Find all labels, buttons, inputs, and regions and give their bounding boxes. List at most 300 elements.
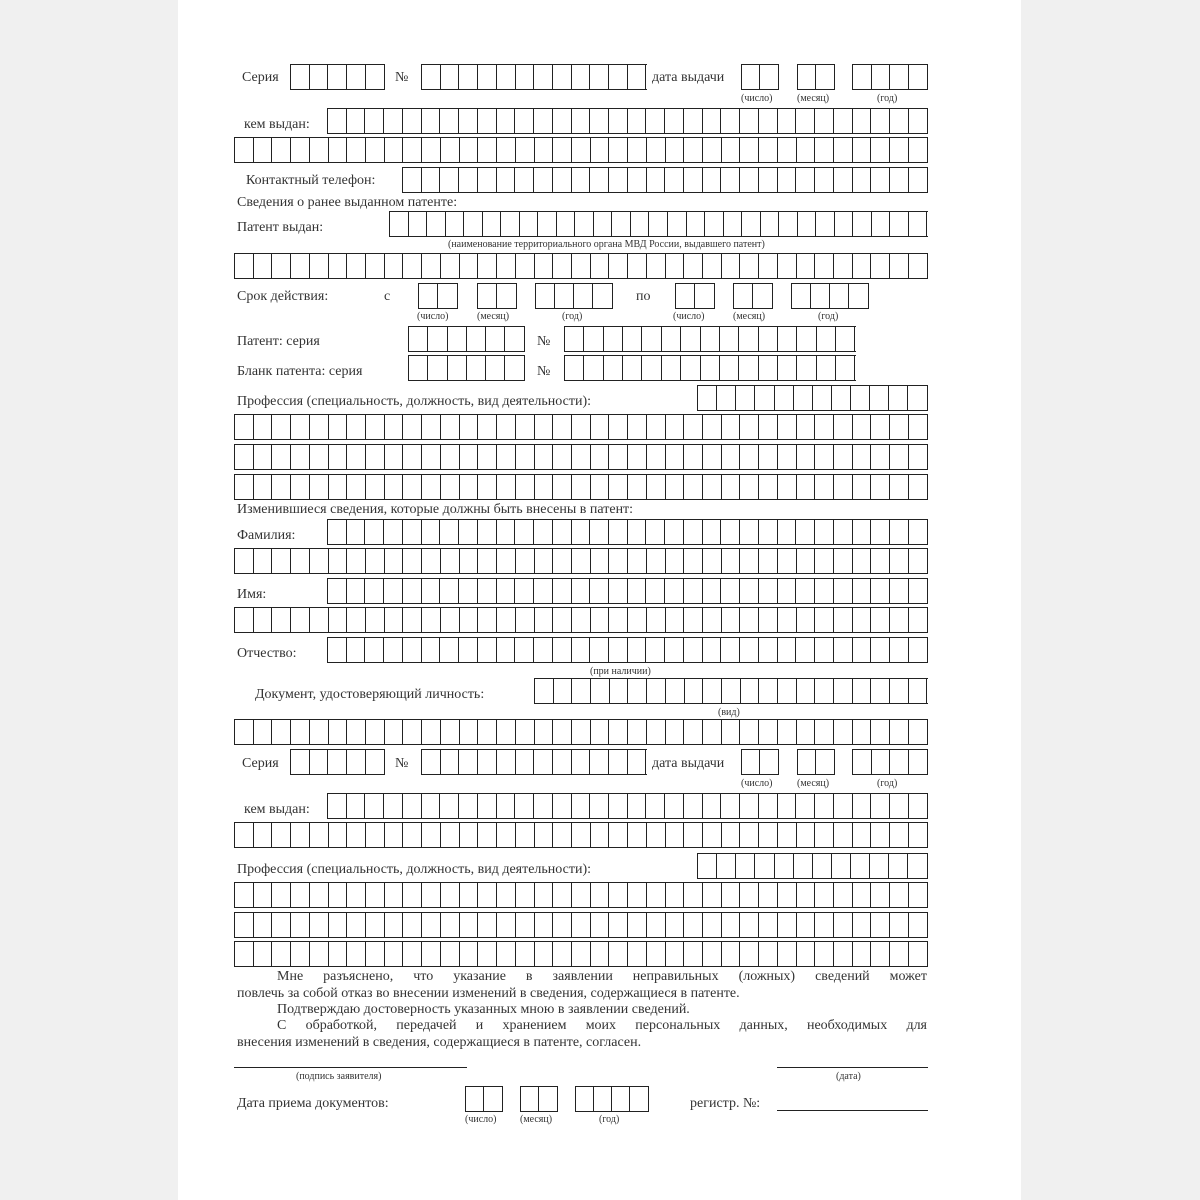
char-cell[interactable]	[853, 415, 872, 439]
char-cell[interactable]	[347, 883, 366, 907]
char-cell[interactable]	[520, 212, 539, 236]
char-cell[interactable]	[853, 638, 872, 662]
char-cell[interactable]	[612, 1087, 630, 1111]
char-cell[interactable]	[516, 913, 535, 937]
char-cell[interactable]	[534, 794, 553, 818]
char-cell[interactable]	[740, 883, 759, 907]
char-cell[interactable]	[235, 913, 254, 937]
char-cell[interactable]	[609, 883, 628, 907]
char-cell[interactable]	[811, 284, 830, 308]
char-cell[interactable]	[703, 254, 722, 278]
char-cell[interactable]	[684, 608, 703, 632]
char-cell[interactable]	[272, 138, 291, 162]
char-cell[interactable]	[235, 720, 254, 744]
char-cell[interactable]	[755, 854, 774, 878]
char-cell[interactable]	[366, 823, 385, 847]
char-cell[interactable]	[483, 212, 502, 236]
char-cell[interactable]	[815, 254, 834, 278]
char-cell[interactable]	[647, 138, 666, 162]
char-cell[interactable]	[497, 549, 516, 573]
char-cell[interactable]	[484, 1087, 502, 1111]
char-cell[interactable]	[254, 254, 273, 278]
char-cell[interactable]	[310, 445, 329, 469]
char-cell[interactable]	[684, 720, 703, 744]
char-cell[interactable]	[422, 942, 441, 966]
char-cell[interactable]	[628, 138, 647, 162]
char-cell[interactable]	[235, 254, 254, 278]
char-cell[interactable]	[441, 750, 460, 774]
char-cell[interactable]	[721, 638, 740, 662]
char-cell[interactable]	[497, 168, 516, 192]
char-cell[interactable]	[623, 356, 642, 380]
char-cell[interactable]	[909, 475, 928, 499]
char-cell[interactable]	[515, 579, 534, 603]
char-cell[interactable]	[553, 254, 572, 278]
char-cell[interactable]	[516, 549, 535, 573]
char-cell[interactable]	[440, 168, 459, 192]
char-cell[interactable]	[721, 794, 740, 818]
char-cell[interactable]	[254, 138, 273, 162]
char-cell[interactable]	[440, 638, 459, 662]
char-cell[interactable]	[908, 854, 927, 878]
char-cell[interactable]	[853, 942, 872, 966]
char-cell[interactable]	[366, 750, 385, 774]
char-cell[interactable]	[478, 445, 497, 469]
char-cell[interactable]	[871, 415, 890, 439]
char-cell[interactable]	[272, 883, 291, 907]
char-cell[interactable]	[685, 679, 704, 703]
validity-from-day-input[interactable]	[418, 283, 458, 309]
char-cell[interactable]	[740, 415, 759, 439]
char-cell[interactable]	[428, 356, 447, 380]
char-cell[interactable]	[740, 579, 759, 603]
char-cell[interactable]	[347, 109, 366, 133]
char-cell[interactable]	[572, 750, 591, 774]
char-cell[interactable]	[684, 445, 703, 469]
char-cell[interactable]	[853, 913, 872, 937]
char-cell[interactable]	[403, 823, 422, 847]
char-cell[interactable]	[291, 750, 310, 774]
char-cell[interactable]	[591, 445, 610, 469]
char-cell[interactable]	[871, 720, 890, 744]
char-cell[interactable]	[740, 638, 759, 662]
char-cell[interactable]	[403, 445, 422, 469]
char-cell[interactable]	[366, 65, 385, 89]
char-cell[interactable]	[797, 475, 816, 499]
char-cell[interactable]	[666, 913, 685, 937]
char-cell[interactable]	[628, 720, 647, 744]
char-cell[interactable]	[329, 942, 348, 966]
char-cell[interactable]	[385, 549, 404, 573]
char-cell[interactable]	[347, 549, 366, 573]
char-cell[interactable]	[722, 720, 741, 744]
char-cell[interactable]	[460, 823, 479, 847]
char-cell[interactable]	[291, 475, 310, 499]
char-cell[interactable]	[666, 720, 685, 744]
char-cell[interactable]	[778, 720, 797, 744]
signature-date-line[interactable]	[777, 1067, 928, 1068]
char-cell[interactable]	[778, 883, 797, 907]
char-cell[interactable]	[871, 883, 890, 907]
char-cell[interactable]	[460, 445, 479, 469]
char-cell[interactable]	[505, 356, 524, 380]
issue-year-input[interactable]	[852, 64, 928, 90]
char-cell[interactable]	[815, 109, 834, 133]
char-cell[interactable]	[778, 109, 797, 133]
char-cell[interactable]	[778, 356, 797, 380]
char-cell[interactable]	[310, 913, 329, 937]
char-cell[interactable]	[460, 254, 479, 278]
char-cell[interactable]	[703, 475, 722, 499]
char-cell[interactable]	[347, 750, 366, 774]
char-cell[interactable]	[291, 65, 310, 89]
char-cell[interactable]	[609, 823, 628, 847]
profession-input-line2[interactable]	[234, 414, 928, 440]
char-cell[interactable]	[778, 579, 797, 603]
char-cell[interactable]	[409, 212, 428, 236]
char-cell[interactable]	[740, 254, 759, 278]
char-cell[interactable]	[872, 212, 891, 236]
char-cell[interactable]	[497, 720, 516, 744]
char-cell[interactable]	[291, 913, 310, 937]
char-cell[interactable]	[403, 608, 422, 632]
char-cell[interactable]	[853, 794, 872, 818]
char-cell[interactable]	[478, 608, 497, 632]
char-cell[interactable]	[796, 168, 815, 192]
char-cell[interactable]	[553, 109, 572, 133]
char-cell[interactable]	[553, 415, 572, 439]
char-cell[interactable]	[759, 254, 778, 278]
char-cell[interactable]	[565, 327, 584, 351]
char-cell[interactable]	[347, 720, 366, 744]
char-cell[interactable]	[403, 168, 422, 192]
char-cell[interactable]	[684, 942, 703, 966]
char-cell[interactable]	[740, 445, 759, 469]
char-cell[interactable]	[572, 445, 591, 469]
char-cell[interactable]	[535, 475, 554, 499]
char-cell[interactable]	[870, 386, 889, 410]
char-cell[interactable]	[497, 638, 516, 662]
char-cell[interactable]	[890, 608, 909, 632]
char-cell[interactable]	[478, 794, 497, 818]
validity-to-day-input[interactable]	[675, 283, 715, 309]
char-cell[interactable]	[272, 549, 291, 573]
char-cell[interactable]	[254, 415, 273, 439]
char-cell[interactable]	[834, 942, 853, 966]
char-cell[interactable]	[515, 109, 534, 133]
char-cell[interactable]	[684, 109, 703, 133]
char-cell[interactable]	[422, 720, 441, 744]
char-cell[interactable]	[834, 883, 853, 907]
char-cell[interactable]	[403, 254, 422, 278]
char-cell[interactable]	[440, 109, 459, 133]
char-cell[interactable]	[834, 254, 853, 278]
char-cell[interactable]	[778, 913, 797, 937]
char-cell[interactable]	[365, 520, 384, 544]
char-cell[interactable]	[722, 138, 741, 162]
char-cell[interactable]	[722, 254, 741, 278]
char-cell[interactable]	[909, 579, 928, 603]
char-cell[interactable]	[720, 356, 739, 380]
char-cell[interactable]	[464, 212, 483, 236]
char-cell[interactable]	[572, 883, 591, 907]
char-cell[interactable]	[647, 549, 666, 573]
char-cell[interactable]	[703, 679, 722, 703]
char-cell[interactable]	[328, 750, 347, 774]
char-cell[interactable]	[684, 520, 703, 544]
char-cell[interactable]	[872, 65, 891, 89]
char-cell[interactable]	[497, 284, 516, 308]
char-cell[interactable]	[535, 823, 554, 847]
char-cell[interactable]	[535, 138, 554, 162]
char-cell[interactable]	[759, 327, 778, 351]
char-cell[interactable]	[459, 168, 478, 192]
char-cell[interactable]	[497, 520, 516, 544]
char-cell[interactable]	[703, 138, 722, 162]
char-cell[interactable]	[366, 942, 385, 966]
char-cell[interactable]	[681, 327, 700, 351]
char-cell[interactable]	[478, 638, 497, 662]
char-cell[interactable]	[722, 823, 741, 847]
char-cell[interactable]	[366, 549, 385, 573]
char-cell[interactable]	[890, 794, 909, 818]
char-cell[interactable]	[385, 475, 404, 499]
char-cell[interactable]	[872, 750, 891, 774]
char-cell[interactable]	[759, 942, 778, 966]
char-cell[interactable]	[797, 942, 816, 966]
char-cell[interactable]	[459, 750, 478, 774]
char-cell[interactable]	[554, 679, 573, 703]
char-cell[interactable]	[574, 284, 593, 308]
char-cell[interactable]	[742, 750, 760, 774]
char-cell[interactable]	[329, 415, 348, 439]
char-cell[interactable]	[422, 254, 441, 278]
char-cell[interactable]	[909, 823, 928, 847]
char-cell[interactable]	[701, 327, 720, 351]
blank-number-input[interactable]	[564, 355, 856, 381]
char-cell[interactable]	[797, 679, 816, 703]
char-cell[interactable]	[684, 475, 703, 499]
char-cell[interactable]	[628, 65, 647, 89]
validity-to-year-input[interactable]	[791, 283, 869, 309]
char-cell[interactable]	[698, 386, 717, 410]
char-cell[interactable]	[460, 475, 479, 499]
char-cell[interactable]	[794, 854, 813, 878]
char-cell[interactable]	[628, 445, 647, 469]
char-cell[interactable]	[853, 254, 872, 278]
char-cell[interactable]	[609, 608, 628, 632]
char-cell[interactable]	[681, 356, 700, 380]
char-cell[interactable]	[890, 720, 909, 744]
char-cell[interactable]	[836, 327, 855, 351]
char-cell[interactable]	[742, 65, 760, 89]
char-cell[interactable]	[703, 823, 722, 847]
char-cell[interactable]	[235, 823, 254, 847]
char-cell[interactable]	[440, 794, 459, 818]
char-cell[interactable]	[816, 212, 835, 236]
issue-year-input-2[interactable]	[852, 749, 928, 775]
char-cell[interactable]	[722, 475, 741, 499]
char-cell[interactable]	[623, 327, 642, 351]
char-cell[interactable]	[459, 579, 478, 603]
char-cell[interactable]	[422, 520, 441, 544]
char-cell[interactable]	[272, 254, 291, 278]
char-cell[interactable]	[830, 284, 849, 308]
char-cell[interactable]	[909, 445, 928, 469]
char-cell[interactable]	[347, 913, 366, 937]
phone-input[interactable]	[402, 167, 928, 193]
char-cell[interactable]	[909, 415, 928, 439]
char-cell[interactable]	[834, 445, 853, 469]
char-cell[interactable]	[235, 549, 254, 573]
char-cell[interactable]	[553, 549, 572, 573]
char-cell[interactable]	[909, 168, 928, 192]
char-cell[interactable]	[722, 445, 741, 469]
char-cell[interactable]	[422, 415, 441, 439]
char-cell[interactable]	[347, 794, 366, 818]
char-cell[interactable]	[478, 720, 497, 744]
char-cell[interactable]	[235, 942, 254, 966]
char-cell[interactable]	[328, 638, 347, 662]
char-cell[interactable]	[609, 549, 628, 573]
char-cell[interactable]	[853, 883, 872, 907]
char-cell[interactable]	[889, 854, 908, 878]
char-cell[interactable]	[815, 823, 834, 847]
char-cell[interactable]	[516, 942, 535, 966]
char-cell[interactable]	[366, 883, 385, 907]
char-cell[interactable]	[403, 913, 422, 937]
char-cell[interactable]	[486, 356, 505, 380]
char-cell[interactable]	[310, 720, 329, 744]
char-cell[interactable]	[572, 638, 591, 662]
char-cell[interactable]	[853, 549, 872, 573]
char-cell[interactable]	[497, 254, 516, 278]
char-cell[interactable]	[666, 445, 685, 469]
char-cell[interactable]	[853, 168, 872, 192]
char-cell[interactable]	[501, 212, 520, 236]
char-cell[interactable]	[834, 720, 853, 744]
char-cell[interactable]	[291, 720, 310, 744]
char-cell[interactable]	[890, 549, 909, 573]
char-cell[interactable]	[403, 138, 422, 162]
char-cell[interactable]	[478, 913, 497, 937]
char-cell[interactable]	[497, 794, 516, 818]
char-cell[interactable]	[460, 549, 479, 573]
char-cell[interactable]	[329, 720, 348, 744]
char-cell[interactable]	[815, 720, 834, 744]
char-cell[interactable]	[593, 284, 612, 308]
char-cell[interactable]	[778, 415, 797, 439]
char-cell[interactable]	[722, 415, 741, 439]
char-cell[interactable]	[478, 823, 497, 847]
char-cell[interactable]	[890, 445, 909, 469]
issue-month-input[interactable]	[797, 64, 835, 90]
char-cell[interactable]	[403, 109, 422, 133]
char-cell[interactable]	[909, 109, 928, 133]
char-cell[interactable]	[761, 212, 780, 236]
char-cell[interactable]	[328, 109, 347, 133]
char-cell[interactable]	[310, 942, 329, 966]
char-cell[interactable]	[889, 386, 908, 410]
char-cell[interactable]	[553, 638, 572, 662]
char-cell[interactable]	[778, 327, 797, 351]
char-cell[interactable]	[254, 823, 273, 847]
char-cell[interactable]	[535, 942, 554, 966]
char-cell[interactable]	[797, 356, 816, 380]
char-cell[interactable]	[890, 823, 909, 847]
char-cell[interactable]	[366, 415, 385, 439]
char-cell[interactable]	[666, 415, 685, 439]
char-cell[interactable]	[909, 913, 928, 937]
char-cell[interactable]	[347, 520, 366, 544]
char-cell[interactable]	[441, 445, 460, 469]
char-cell[interactable]	[642, 356, 661, 380]
profession-2-input-line1[interactable]	[697, 853, 928, 879]
char-cell[interactable]	[668, 212, 687, 236]
char-cell[interactable]	[478, 254, 497, 278]
char-cell[interactable]	[553, 913, 572, 937]
profession-2-input-line4[interactable]	[234, 941, 928, 967]
receipt-year-input[interactable]	[575, 1086, 649, 1112]
char-cell[interactable]	[647, 942, 666, 966]
receipt-day-input[interactable]	[465, 1086, 503, 1112]
char-cell[interactable]	[612, 212, 631, 236]
char-cell[interactable]	[778, 823, 797, 847]
char-cell[interactable]	[778, 138, 797, 162]
char-cell[interactable]	[557, 212, 576, 236]
char-cell[interactable]	[291, 549, 310, 573]
char-cell[interactable]	[871, 942, 890, 966]
char-cell[interactable]	[853, 750, 872, 774]
profession-2-input-line2[interactable]	[234, 882, 928, 908]
char-cell[interactable]	[647, 168, 666, 192]
char-cell[interactable]	[834, 823, 853, 847]
char-cell[interactable]	[565, 356, 584, 380]
char-cell[interactable]	[604, 327, 623, 351]
char-cell[interactable]	[609, 168, 628, 192]
char-cell[interactable]	[797, 415, 816, 439]
char-cell[interactable]	[310, 549, 329, 573]
char-cell[interactable]	[441, 608, 460, 632]
char-cell[interactable]	[646, 520, 665, 544]
char-cell[interactable]	[553, 883, 572, 907]
char-cell[interactable]	[422, 913, 441, 937]
char-cell[interactable]	[740, 608, 759, 632]
char-cell[interactable]	[796, 638, 815, 662]
char-cell[interactable]	[703, 794, 722, 818]
char-cell[interactable]	[572, 109, 591, 133]
char-cell[interactable]	[329, 883, 348, 907]
char-cell[interactable]	[291, 608, 310, 632]
char-cell[interactable]	[572, 549, 591, 573]
char-cell[interactable]	[815, 679, 834, 703]
series-input-2[interactable]	[290, 749, 385, 775]
char-cell[interactable]	[684, 579, 703, 603]
first-name-input-line1[interactable]	[327, 578, 928, 604]
char-cell[interactable]	[797, 254, 816, 278]
char-cell[interactable]	[703, 579, 722, 603]
char-cell[interactable]	[329, 823, 348, 847]
char-cell[interactable]	[759, 520, 778, 544]
char-cell[interactable]	[815, 475, 834, 499]
char-cell[interactable]	[438, 284, 457, 308]
char-cell[interactable]	[366, 475, 385, 499]
profession-input-line4[interactable]	[234, 474, 928, 500]
char-cell[interactable]	[534, 750, 553, 774]
char-cell[interactable]	[834, 794, 853, 818]
char-cell[interactable]	[853, 475, 872, 499]
char-cell[interactable]	[778, 942, 797, 966]
